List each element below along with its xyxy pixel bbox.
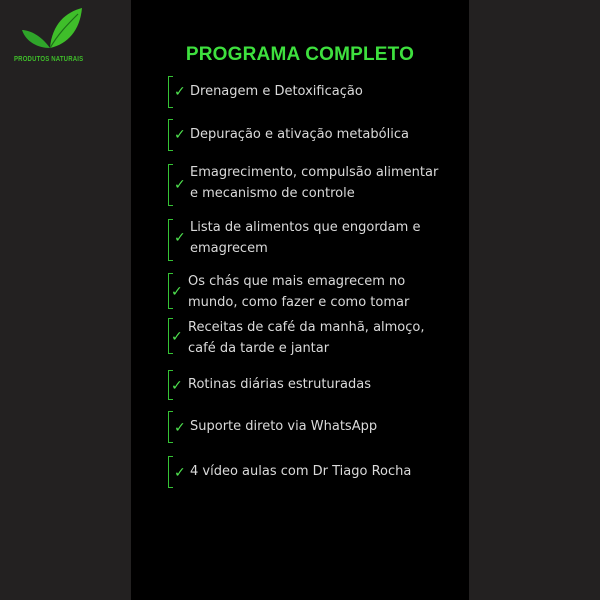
checkmark-icon: ✓ <box>174 177 186 193</box>
list-item <box>168 318 458 354</box>
list-item-text: Emagrecimento, compulsão alimentar e mecanismo de controle <box>190 165 439 201</box>
list-item-text: Drenagem e Detoxificação <box>190 84 363 99</box>
bracket-decoration <box>168 219 173 261</box>
list-item <box>168 411 458 443</box>
brand-name: PRODUTOS NATURAIS <box>14 56 84 63</box>
checkmark-icon: ✓ <box>174 127 186 143</box>
right-background <box>469 0 600 600</box>
checkmark-icon: ✓ <box>171 284 183 300</box>
list-item-text: Os chás que mais emagrecem no mundo, como fazer e como tomar <box>188 274 410 310</box>
list-item-text: 4 vídeo aulas com Dr Tiago Rocha <box>190 464 412 479</box>
checkmark-icon: ✓ <box>174 420 186 436</box>
list-item <box>168 76 458 108</box>
list-item <box>168 119 458 151</box>
list-item-text: Depuração e ativação metabólica <box>190 127 409 142</box>
checkmark-icon: ✓ <box>171 329 183 345</box>
checkmark-icon: ✓ <box>174 465 186 481</box>
brand-logo <box>14 4 94 64</box>
list-item <box>168 273 458 309</box>
list-item <box>168 164 458 206</box>
list-item-text: Rotinas diárias estruturadas <box>188 377 371 392</box>
page-title: PROGRAMA COMPLETO <box>185 44 415 65</box>
checkmark-icon: ✓ <box>174 84 186 100</box>
list-item <box>168 370 458 400</box>
bracket-decoration <box>168 76 173 108</box>
left-background <box>0 0 131 600</box>
list-item-text: Lista de alimentos que engordam e emagrecem <box>190 220 421 256</box>
bracket-decoration <box>168 119 173 151</box>
list-item-text: Suporte direto via WhatsApp <box>190 419 378 434</box>
list-item-text: Receitas de café da manhã, almoço, café da tarde e jantar <box>188 320 425 356</box>
bracket-decoration <box>168 411 173 443</box>
leaf-icon <box>20 4 84 50</box>
list-item <box>168 219 458 261</box>
checkmark-icon: ✓ <box>171 378 183 394</box>
list-item <box>168 456 458 488</box>
bracket-decoration <box>168 164 173 206</box>
bracket-decoration <box>168 456 173 488</box>
checkmark-icon: ✓ <box>174 230 186 246</box>
